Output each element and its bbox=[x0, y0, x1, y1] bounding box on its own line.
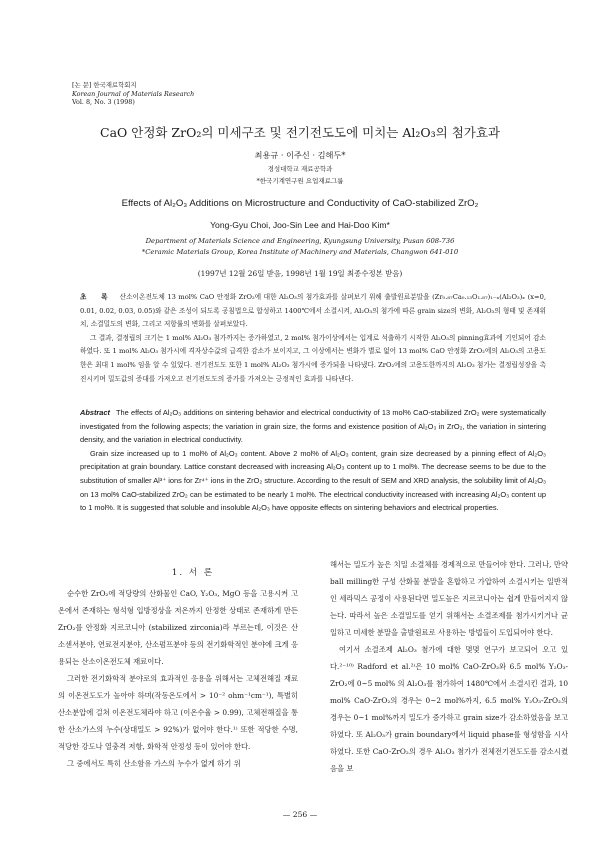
affiliation-ko-1: 경성대학교 재료공학과 bbox=[267, 165, 333, 173]
body-paragraph: 그 중에서도 특히 산소함유 가스의 누수가 없게 하기 위 bbox=[67, 759, 241, 768]
section-heading-introduction: 1. 서 론 bbox=[171, 568, 215, 578]
page-number: — 256 — bbox=[282, 810, 318, 819]
abstract-en-p2: Grain size increased up to 1 mol% of Al₂O₃ content. Above 2 mol% of Al₂O₃ content, grain size decreased by a pinning effect of Al₂O₃ precipitation at grain boundary. Lattice constant decreased with increasing Al₂O₃ content up to 1 mol%. The decrease seems to be due to the substitution of smaller Al³⁺ ions for Zr⁴⁺ ions in the ZrO₂ structure. According to the result of SEM and XRD analysis, the solubility limit of Al₂O₃ on 13 mol% CaO-stabilized ZrO₂ can be estimated to be nearly 1 mol%. The electrical conductivity increased with increasing Al₂O₃ content up to 1 mol%. It is suggested that soluble and insoluble Al₂O₃ have opposite effects on sintering behaviors and electrical properties. bbox=[80, 448, 546, 513]
body-paragraph: 해서는 밀도가 높은 치밀 소결체를 경제적으로 만들어야 한다. 그러나, 만약 ball milling한 구성 산화물 분말을 혼합하고 가압하여 소결시키는 일반적인 세라믹스 공정이 사용된다면 밀도높은 지르코니아는 쉽게 만들어지지 않는다. 따라서 높은 소결밀도를 얻기 위해서는 소결조제를 첨가시키거나 균일하고 미세한 분말을 출발원료로 사용하는 방법들이 도입되어야 한다. bbox=[330, 560, 568, 637]
abstract-ko-p1 bbox=[80, 291, 546, 332]
abstract-ko-text-1: 산소이온전도체 13 mol% CaO 안정화 ZrO₂에 대한 Al₂O₃의 첨가효과를 살펴보기 위해 출발원료분말을 (Zr₀.₈₇Ca₀.₁₃O₁.₈₇)₁₋ₓ(Al₂O₃)ₓ (x=0, 0.01, 0.02, 0.03, 0.05)와 같은 조성이 되도록 공침법으로 합성하고 1400℃에서 소결시켜, Al₂O₃의 첨가에 따른 grain size의 변화, Al₂O₃의 형태 및 존재위치, 소결밀도의 변화, 그리고 저항률의 변화를 살펴보았다. bbox=[80, 293, 547, 329]
affiliations-en bbox=[0, 236, 600, 258]
abstract-ko bbox=[80, 291, 546, 386]
received-dates: (1997년 12월 26일 받음, 1998년 1월 19일 최종수정본 받음) bbox=[197, 269, 403, 278]
abstract-en-text-1: The effects of Al₂O₃ additions on sintering behavior and electrical conductivity of 13 mol% CaO-stabilized ZrO₂ were systematically investigated from the following aspects; the variation in grain size, the forms and existence position of Al₂O₃ in ZrO₂, the variation in sintering density, and the variation in electrical conductivity. bbox=[80, 408, 546, 445]
paper-title-ko: CaO 안정화 ZrO₂의 미세구조 및 전기전도도에 미치는 Al₂O₃의 첨가효과 bbox=[100, 125, 500, 140]
authors-ko: 최용규 · 이주신 · 김해두* bbox=[254, 150, 346, 160]
body-paragraph: 여기서 소결조제 Al₂O₃ 첨가에 대한 몇몇 연구가 보고되어 오고 있다.²⁻¹⁰⁾ Radford et al.²⁾은 10 mol% CaO-ZrO₂와 6.5 mol% Y₂O₃-ZrO₂에 0~5 mol% 의 Al₂O₃를 첨가하여 1480℃에서 소결시킨 결과, 10 mol% CaO-ZrO₂의 경우는 0~2 mol%까지, 6.5 mol% Y₂O₃-ZrO₂의 경우는 0~1 mol%까지 밀도가 증가하고 grain size가 감소하였음을 보고하였다. 또 Al₂O₃가 grain boundary에서 liquid phase를 형성함을 시사하였다. 또한 CaO-ZrO₂의 경우 Al₂O₃ 첨가가 전체전기전도도를 감소시켰음을 보 bbox=[330, 645, 568, 773]
abstract-ko-label: 초 록 bbox=[80, 293, 114, 301]
body-column-right bbox=[330, 556, 568, 777]
journal-volume: Vol. 8, No. 3 (1998) bbox=[72, 98, 135, 107]
body-paragraph: 순수한 ZrO₂에 적당량의 산화물인 CaO, Y₂O₃, MgO 등을 고용시켜 고온에서 존재하는 형석형 입방정상을 저온까지 안정한 상태로 존재하게 만든 ZrO₂를 안정화 지르코니아 (stabilized zirconia)라 부르는데, 이것은 산소센서분야, 연료전지분야, 산소펌프분야 등의 전기화학적인 분야에 크게 응용되는 산소이온전도체 재료이다. bbox=[58, 589, 298, 666]
paper-title-en: Effects of Al₂O₃ Additions on Microstructure and Conductivity of CaO-stabilized ZrO₂ bbox=[121, 198, 479, 209]
abstract-en-label: Abstract bbox=[80, 408, 110, 417]
abstract-en bbox=[80, 406, 546, 515]
affiliation-en-2: *Ceramic Materials Group, Korea Institute of Machinery and Materials, Changwon 641-010 bbox=[141, 248, 459, 256]
affiliations-ko bbox=[0, 163, 600, 187]
journal-line-en: Korean Journal of Materials Research bbox=[72, 89, 195, 98]
affiliation-ko-2: *한국기계연구원 요업재료그룹 bbox=[256, 177, 344, 185]
journal-line-ko: [논 문] 한국재료학회지 bbox=[72, 81, 137, 89]
abstract-ko-p2: 그 결과, 결정립의 크기는 1 mol% Al₂O₃ 첨가까지는 증가하였고, 2 mol% 첨가이상에서는 입계로 석출하기 시작한 Al₂O₃의 pinning효과에 기인되어 감소하였다. 또 1 mol% Al₂O₃ 첨가시에 격자상수값의 급격한 감소가 보이지고, 그 이상에서는 변화가 별로 없어 13 mol% CaO 안정화 ZrO₂에의 Al₂O₃의 고용도한은 최대 1 mol% 임을 알 수 있었다. 전기전도도 또한 1 mol% Al₂O₃ 첨가시에 증가되을 나타냈다. ZrO₂에의 고용도한까지의 Al₂O₃ 첨가는 결정립성장을 촉진시키며 밀도값의 증대를 가져오고 전기전도도의 증가를 가져오는 긍정적인 효과를 나타낸다. bbox=[80, 333, 546, 383]
journal-header bbox=[72, 81, 194, 107]
authors-en: Yong-Gyu Choi, Joo-Sin Lee and Hai-Doo Kim* bbox=[210, 220, 390, 230]
body-paragraph: 그러한 전기화학적 분야로의 효과적인 응용을 위해서는 고체전해질 재료의 이온전도도가 높아야 하며(작동온도에서 > 10⁻² ohm⁻¹cm⁻¹), 특별히 산소분압에 걸쳐 이온전도체라야 하고 (이온수율 > 0.99), 고체전해질을 통한 산소가스의 누수(상대밀도 > 92%)가 없어야 한다.¹⁾ 또한 적당한 수명, 적당한 강도나 열충격 저항, 화학적 안정성 등이 있어야 한다. bbox=[58, 674, 298, 751]
abstract-en-p1 bbox=[80, 406, 546, 447]
body-column-left bbox=[58, 585, 298, 772]
affiliation-en-1: Department of Materials Science and Engineering, Kyungsung University, Pusan 608-736 bbox=[145, 237, 455, 245]
